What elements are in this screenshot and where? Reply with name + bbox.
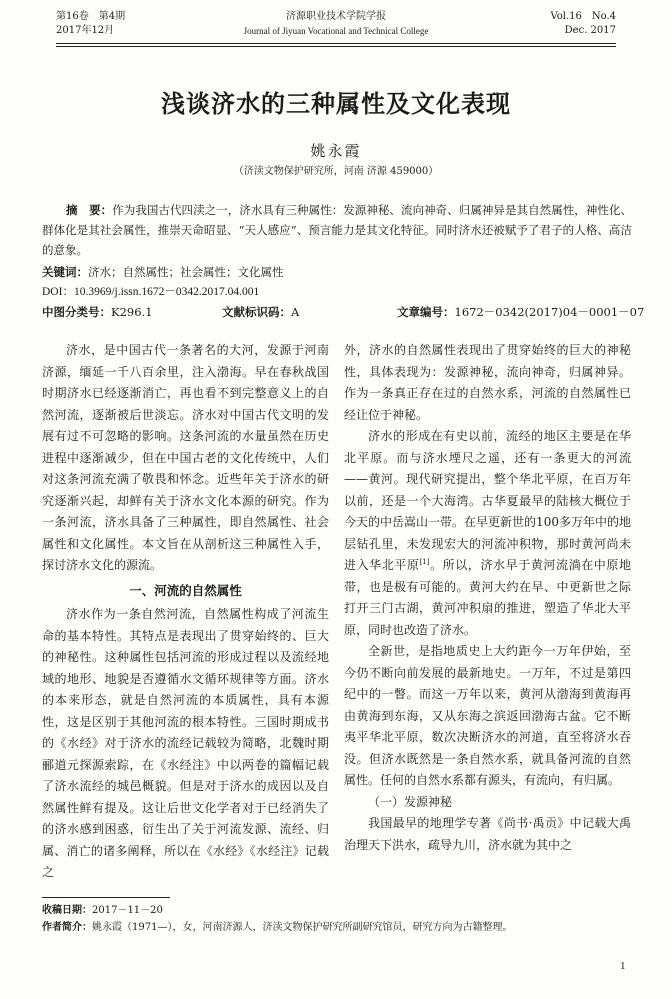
paragraph: 我国最早的地理学专著《尚书·禹贡》中记载大禹治理天下洪水，疏导九川，济水就为其中之 (344, 816, 631, 852)
article-number-label: 文章编号： (397, 305, 455, 319)
journal-name-cn: 济源职业技术学院学报 (286, 11, 386, 22)
volume-issue-en: Vol.16 No.4 (550, 11, 616, 22)
header-rule-thin (56, 46, 616, 47)
header-center (56, 10, 616, 38)
subsection-heading: （一）发源神秘 (368, 794, 453, 809)
author-affiliation: （济渎文物保护研究所，河南 济源 459000） (233, 166, 439, 177)
paragraph (344, 426, 631, 641)
journal-name-en: Journal of Jiyuan Vocational and Technical College (243, 26, 429, 36)
author-name: 姚永霞 (310, 142, 362, 160)
bio-value: 姚永霞（1971—），女，河南济源人，济渎文物保护研究所副研究馆员，研究方向为古籍整理。 (92, 922, 513, 933)
citation-ref[interactable]: [1] (419, 558, 430, 566)
volume-issue: 第16卷 第4期 (56, 11, 126, 22)
bio-label: 作者简介： (42, 922, 92, 933)
paragraph-text: 济水的形成在有史以前，流经的地区主要是在华北平原。而与济水堙尺之遥，还有一条更大的河流——黄河。现代研究提出，整个华北平原，在百万年以前，还是一个大海湾。古华夏最早的陆核大概位于今天的中岳嵩山一带。在早更新世的100多万年中的地层钻孔里，未发现宏大的河流冲积物，那时黄河尚未进入华北平原 (344, 429, 631, 572)
article-title: 浅谈济水的三种属性及文化表现 (161, 90, 511, 118)
doc-code-label: 文献标识码： (222, 305, 291, 319)
paragraph: 济水作为一条自然河流，自然属性构成了河流生命的基本特性。其特点是表现出了贯穿始终的、巨大的神秘性。这种属性包括河流的形成过程以及流经地域的地形、地貌是否遵循水文循环规律等方面。济水的本来形态，就是自然河流的本质属性，具有本源性，这是区别于其他河流的根本特性。三国时期成书的《水经》对于济水的流经记载较为简略，北魏时期郦道元探源索踪，在《水经注》中以两卷的篇幅记载了济水流经的城邑概貌。但是对于济水的成因以及自然属性鲜有提及。这让后世文化学者对于已经消失了的济水感到困惑，衍生出了关于河流发源、流经、归属、消亡的诸多阐释，所以在《水经》《水经注》记载之 (42, 607, 329, 879)
doi: DOI：10.3969/j.issn.1672－0342.2017.04.001 (42, 286, 260, 298)
section-heading: 一、河流的自然属性 (129, 582, 242, 598)
author-bio (42, 920, 632, 936)
paragraph-text-tail: 。所以，济水早于黄河流淌在中原地带，也是极有可能的。黄河大约在早、中更新世之际打开三门古湖，黄河冲积扇的推进，塑造了华北大平原，同时也改造了济水。 (344, 558, 631, 637)
article-number-value: 1672－0342(2017)04－0001－07 (454, 305, 645, 319)
paragraph: 济水，是中国古代一条著名的大河，发源于河南济源，缅延一千八百余里，注入渤海。早在春秋战国时期济水已经逐渐消亡，再也看不到完整意义上的自然河流，逐渐被后世淡忘。济水对中国古代文明的发展有过不可忽略的影响。这条河流的水量虽然在历史进程中逐渐减少，但在中国古老的文化传统中，人们对这条河流充满了敬畏和怀念。近些年关于济水的研究逐渐兴起，却鲜有关于济水文化本源的研究。作为一条河流，济水具备了三种属性，即自然属性、社会属性和文化属性。本文旨在从剖析这三种属性入手，探讨济水文化的源流。 (42, 343, 329, 572)
cls-label: 中图分类号： (42, 305, 111, 319)
received-value: 2017－11－20 (92, 905, 163, 916)
abstract-text: 作为我国古代四渎之一，济水具有三种属性：发源神秘、流向神奇、归属神异是其自然属性，神性化、群体化是其社会属性，推崇天命昭显、“天人感应”、预言能力是其文化特征。同时济水还被赋予了君子的人格、高洁的意象。 (42, 203, 633, 257)
cls-value: K296.1 (111, 305, 153, 319)
abstract-label: 摘 要： (66, 203, 113, 217)
running-header (56, 10, 616, 46)
body-column-right (344, 340, 631, 856)
paragraph: 全新世，是指地质史上大约距今一万年伊始，至今仍不断向前发展的最新地史。一万年，不过是第四纪中的一瞥。而这一万年以来，黄河从渤海到黄海再由黄海到东海，又从东海之滨返回渤海古盆。它不断夷平华北平原，数次决断济水的河道，直至将济水吞没。但济水既然是一条自然水系，就具备河流的自然属性。任何的自然水系都有源头，有流向，有归属。 (344, 644, 631, 787)
received-label: 收稿日期： (42, 905, 92, 916)
keywords-text: 济水；自然属性；社会属性；文化属性 (88, 265, 284, 279)
paragraph: 外，济水的自然属性表现出了贯穿始终的巨大的神秘性，具体表现为：发源神秘，流向神奇，归属神异。作为一条真正存在过的自然水系，河流的自然属性已经让位于神秘。 (344, 343, 631, 422)
header-right (550, 10, 616, 38)
abstract (42, 200, 632, 260)
issue-date-en: Dec. 2017 (564, 25, 616, 36)
issue-date: 2017年12月 (56, 25, 115, 36)
page-number: 1 (620, 960, 626, 972)
doc-code-value: A (291, 305, 300, 319)
body-column-left (42, 340, 329, 884)
header-rule-thick (56, 43, 616, 44)
keywords-label: 关键词： (42, 265, 88, 279)
received-date (42, 903, 632, 919)
footnote-rule (42, 897, 170, 898)
keywords (42, 262, 632, 282)
